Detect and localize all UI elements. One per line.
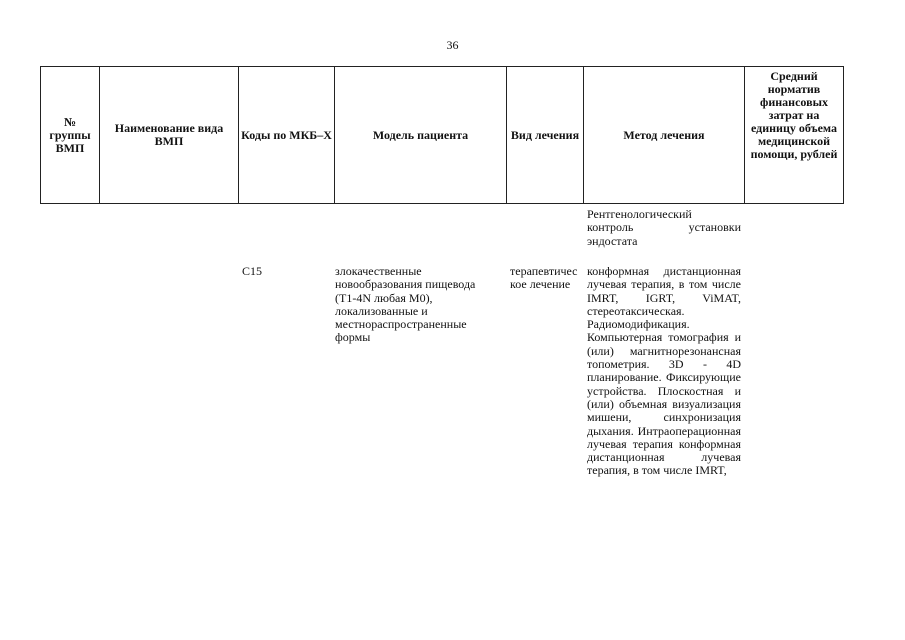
method-text: конформная дистанционная лучевая терапия, в том числе IMRT, IGRT, ViMAT, стереотаксическая. Радиомодификация. Компьютерная томография и (или) магнитнорезонансная топометрия. 3D - 4D планирование. Фиксирующие устройства. Плоскостная и (или) объемная визуализация мишени, синхронизация дыхания. Интраоперационная лучевая терапия конформная дистанционная лучевая терапия, в том числе IMRT, [587, 264, 741, 478]
treatment-type-text: терапевтическое лечение [510, 264, 578, 292]
header-treatment-method: Метод лечения [584, 67, 745, 204]
header-vmp-name: Наименование вида ВМП [100, 67, 239, 204]
continued-method-text: Рентгенологический контроль установки эндостата [587, 207, 741, 248]
header-patient-model: Модель пациента [335, 67, 507, 204]
page-number: 36 [446, 38, 459, 52]
header-icd-codes: Коды по МКБ–Х [239, 67, 335, 204]
header-treatment-type: Вид лечения [507, 67, 584, 204]
header-table [40, 66, 844, 204]
icd-code: C15 [242, 264, 263, 278]
patient-model-text: злокачественные новообразования пищевода (T1-4N любая M0), локализованные и местнораспространенные формы [335, 264, 476, 345]
header-average-cost: Средний норматив финансовых затрат на единицу объема медицинской помощи, рублей [745, 67, 844, 204]
header-group-number: № группы ВМП [41, 67, 100, 204]
